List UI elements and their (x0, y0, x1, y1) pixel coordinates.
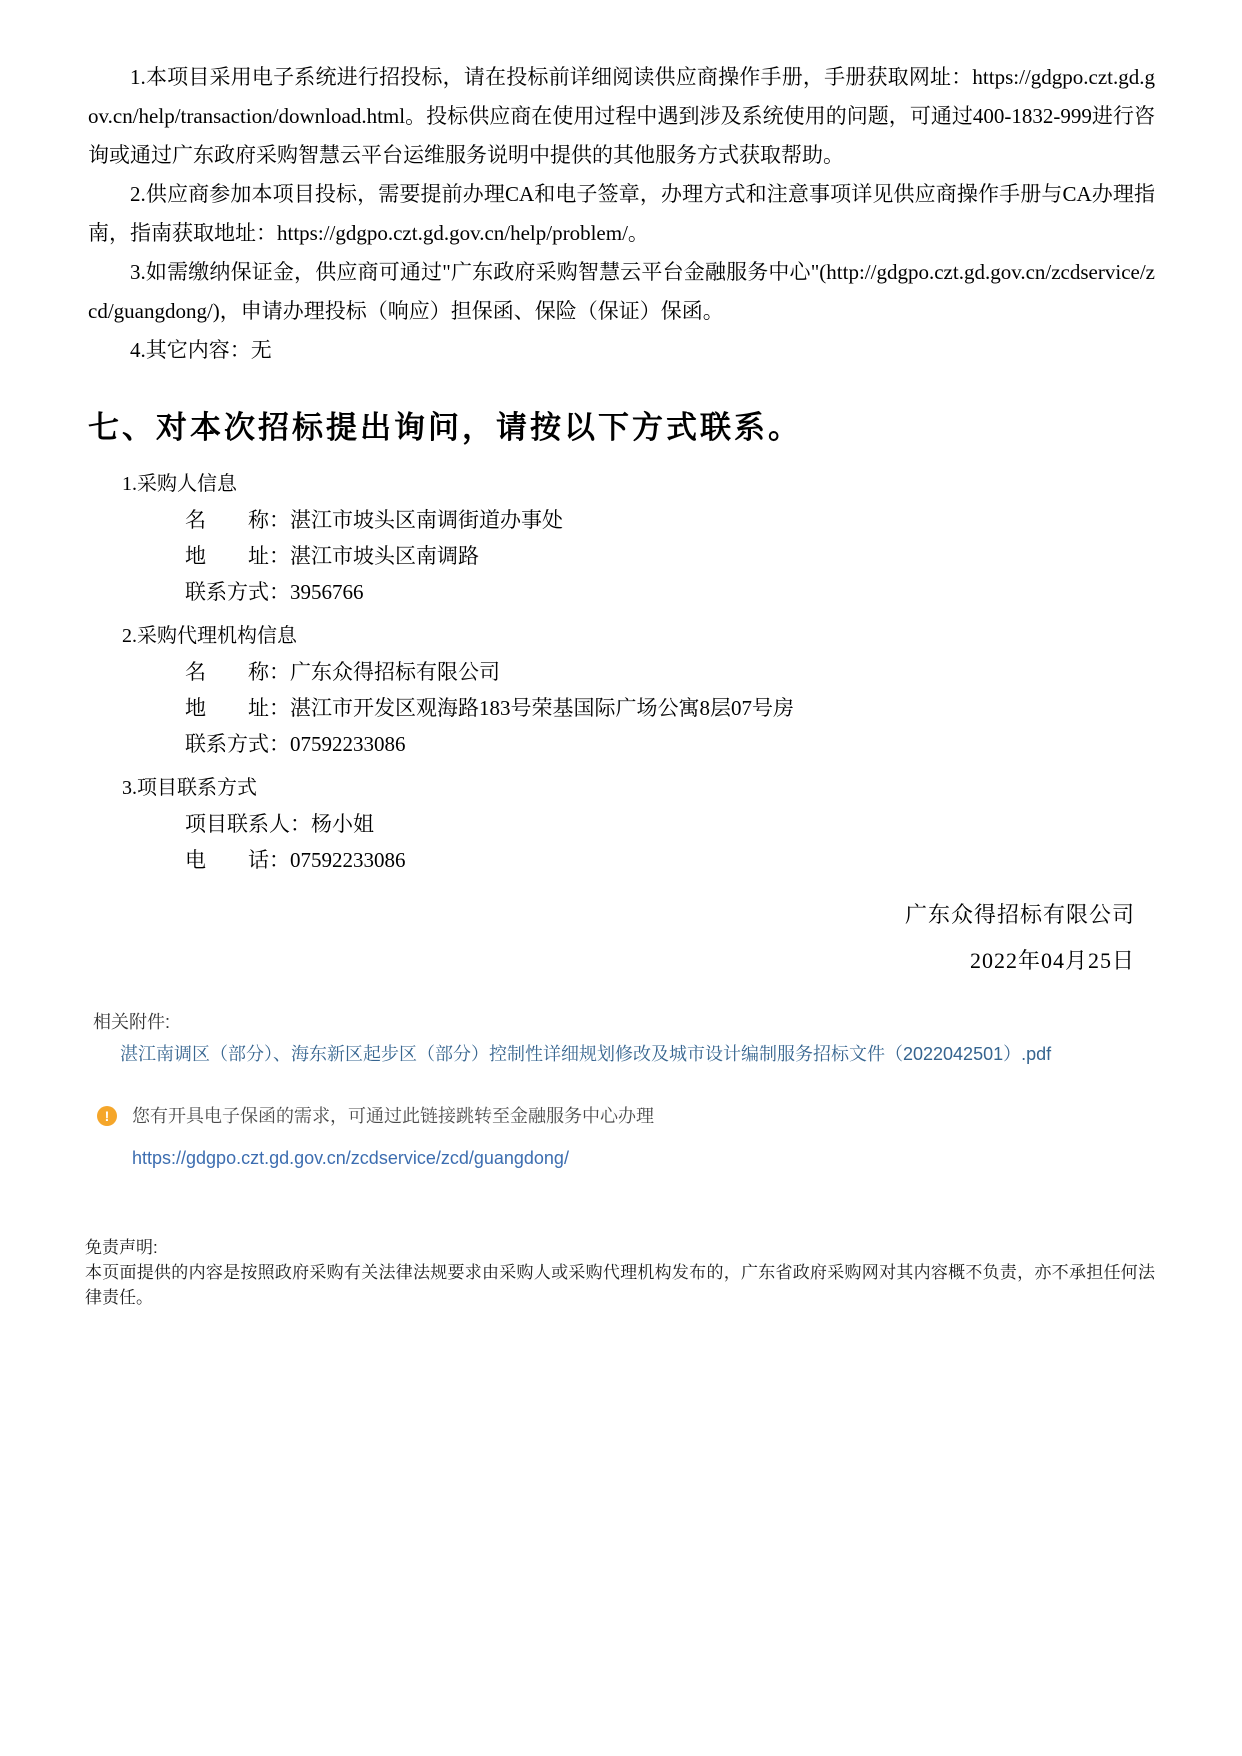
contact-line-label: 地 址： (185, 544, 290, 568)
contact-line-label: 联系方式： (185, 732, 290, 756)
exclamation-icon: ! (97, 1106, 117, 1126)
paragraph-other-content: 4.其它内容：无 (130, 338, 272, 362)
contact-line-name (185, 654, 1155, 690)
contact-group-purchaser (88, 466, 1155, 610)
contact-group-title: 2.采购代理机构信息 (122, 625, 297, 647)
disclaimer-title: 免责声明: (85, 1238, 158, 1257)
contact-line-value: 湛江市坡头区南调街道办事处 (290, 508, 563, 532)
contact-line-phone (185, 726, 1155, 762)
finance-center-link[interactable]: https://gdgpo.czt.gd.gov.cn/zcdservice/zcd/guangdong/ (132, 1148, 569, 1168)
contact-line-value: 07592233086 (290, 732, 406, 756)
contact-line-address (185, 690, 1155, 726)
contact-line-value: 3956766 (290, 580, 364, 604)
contact-line-contact-person (185, 806, 1155, 842)
notice-row (97, 1103, 1155, 1129)
disclaimer-section (85, 1235, 1155, 1310)
contact-line-label: 名 称： (185, 508, 290, 532)
signature-block (88, 892, 1155, 984)
attachment-pdf-link[interactable]: 湛江南调区（部分）、海东新区起步区（部分）控制性详细规划修改及城市设计编制服务招标文件（2022042501）.pdf (120, 1044, 1052, 1064)
contact-line-label: 项目联系人： (185, 812, 311, 836)
contact-line-label: 名 称： (185, 660, 290, 684)
notice-text: 您有开具电子保函的需求，可通过此链接跳转至金融服务中心办理 (132, 1106, 654, 1126)
contact-line-label: 联系方式： (185, 580, 290, 604)
contact-line-value: 广东众得招标有限公司 (290, 660, 500, 684)
signature-date: 2022年04月25日 (969, 948, 1135, 973)
contact-line-value: 杨小姐 (311, 812, 374, 836)
section-heading-inquiry-contact: 七、对本次招标提出询问，请按以下方式联系。 (88, 410, 802, 445)
signature-company: 广东众得招标有限公司 (904, 902, 1135, 927)
contact-line-phone (185, 574, 1155, 610)
contact-line-value: 湛江市开发区观海路183号荣基国际广场公寓8层07号房 (290, 696, 794, 720)
contact-line-telephone (185, 842, 1155, 878)
contact-line-label: 地 址： (185, 696, 290, 720)
attachments-title: 相关附件: (93, 1012, 171, 1032)
contact-line-address (185, 538, 1155, 574)
paragraph-deposit-guarantee: 3.如需缴纳保证金，供应商可通过"广东政府采购智慧云平台金融服务中心"(http://gdgpo.czt.gd.gov.cn/zcdservice/zcd/guangdong/)，申请办理投标（响应）担保函、保险（保证）保函。 (88, 260, 1155, 323)
contact-line-label: 电 话： (185, 848, 290, 872)
contact-group-project (88, 770, 1155, 878)
contact-group-title: 1.采购人信息 (122, 473, 237, 495)
disclaimer-body: 本页面提供的内容是按照政府采购有关法律法规要求由采购人或采购代理机构发布的，广东省政府采购网对其内容概不负责，亦不承担任何法律责任。 (85, 1263, 1155, 1307)
paragraph-ca-signature: 2.供应商参加本项目投标，需要提前办理CA和电子签章，办理方式和注意事项详见供应商操作手册与CA办理指南，指南获取地址：https://gdgpo.czt.gd.gov.cn/help/problem/。 (88, 182, 1155, 245)
e-guarantee-notice (97, 1103, 1155, 1171)
contact-line-name (185, 502, 1155, 538)
contact-line-value: 湛江市坡头区南调路 (290, 544, 479, 568)
contact-group-agency (88, 618, 1155, 762)
contact-group-title: 3.项目联系方式 (122, 777, 257, 799)
related-attachments-section (93, 1009, 1155, 1067)
contact-line-value: 07592233086 (290, 848, 406, 872)
paragraph-electronic-bidding: 1.本项目采用电子系统进行招投标，请在投标前详细阅读供应商操作手册，手册获取网址：https://gdgpo.czt.gd.gov.cn/help/transaction/download.html。投标供应商在使用过程中遇到涉及系统使用的问题，可通过400-1832-999进行咨询或通过广东政府采购智慧云平台运维服务说明中提供的其他服务方式获取帮助。 (88, 65, 1155, 167)
